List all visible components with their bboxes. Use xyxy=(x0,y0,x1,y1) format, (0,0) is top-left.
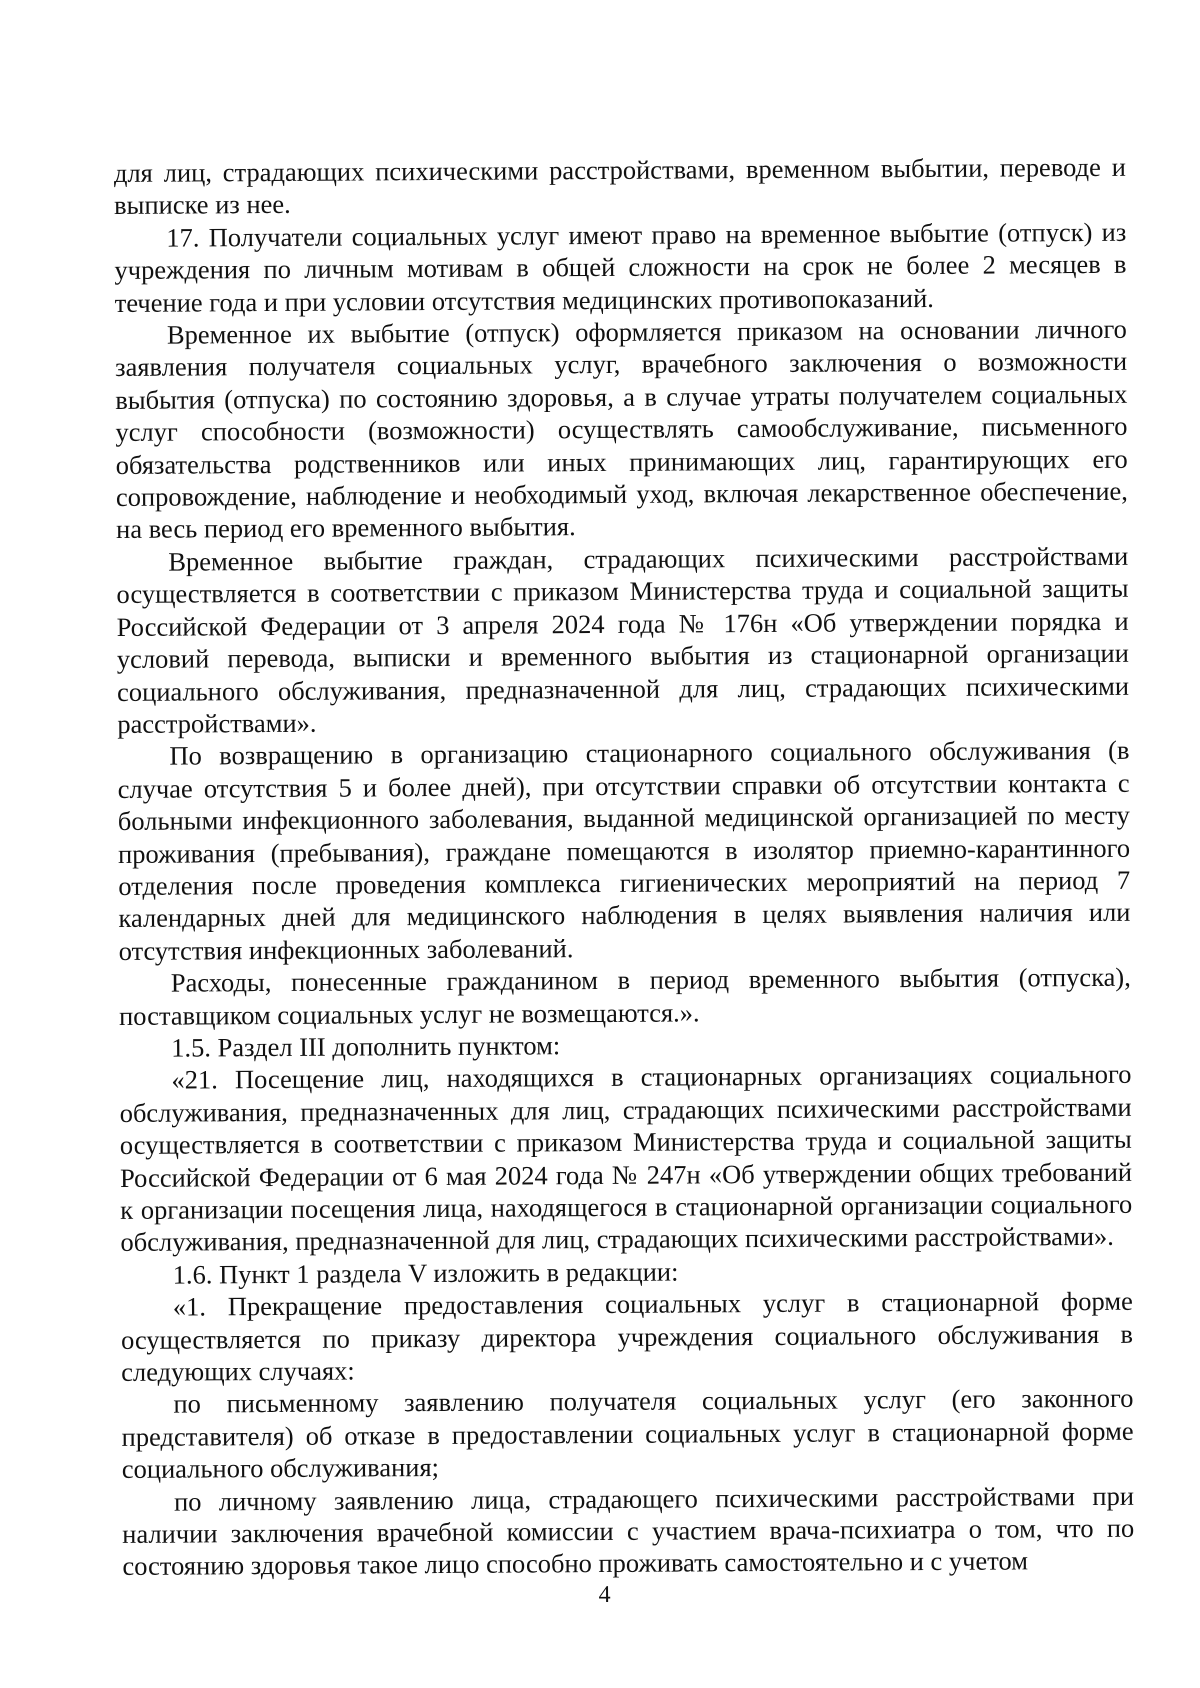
paragraph-continuation: для лиц, страдающих психическими расстройствами, временном выбытии, переводе и выписке из нее. xyxy=(113,151,1126,221)
paragraph-personal-request: по личному заявлению лица, страдающего психическими расстройствами при наличии заключения врачебной комиссии с участием врача-психиатра о том, что по состоянию здоровья такое лицо способно проживать самостоятельно и с учетом xyxy=(122,1480,1135,1582)
paragraph-item-21: «21. Посещение лиц, находящихся в стационарных организациях социального обслуживания, предназначенных для лиц, страдающих психическими расстройствами осуществляется в соответствии с приказом Министерства труда и социальной защиты Российской Федерации от 6 мая 2024 года № 247н «Об утверждении общих требований к организации посещения лица, находящегося в стационарной организации социального обслуживания, предназначенной для лиц, страдающих психическими расстройствами». xyxy=(119,1059,1133,1258)
page-number: 4 xyxy=(598,1581,611,1609)
document-body xyxy=(114,151,1135,1583)
paragraph-return-quarantine: По возвращению в организацию стационарного социального обслуживания (в случае отсутствия 5 и более дней), при отсутствии справки об отсутствии контакта с больными инфекционного заболевания, выданной медицинской организацией по месту проживания (пребывания), граждане помещаются в изолятор приемно-карантинного отделения после проведения комплекса гигиенических мероприятий на период 7 календарных дней для медицинского наблюдения в целях выявления наличия или отсутствия инфекционных заболеваний. xyxy=(117,735,1131,966)
paragraph-item-1-5: 1.5. Раздел III дополнить пунктом: xyxy=(171,1030,561,1063)
paragraph-written-request: по письменному заявлению получателя социальных услуг (его законного представителя) об отказе в предоставлении социальных услуг в стационарной форме социального обслуживания; xyxy=(121,1383,1134,1485)
paragraph-item-17: 17. Получатели социальных услуг имеют право на временное выбытие (отпуск) из учреждения по личным мотивам в общей сложности на срок не более 2 месяцев в течение года и при условии отсутствия медицинских противопоказаний. xyxy=(114,216,1127,318)
paragraph-item-1-6: 1.6. Пункт 1 раздела V изложить в редакции: xyxy=(172,1256,679,1290)
paragraph-expenses: Расходы, понесенные гражданином в период временного выбытия (отпуска), поставщиком социальных услуг не возмещаются.». xyxy=(118,961,1131,1031)
paragraph-termination: «1. Прекращение предоставления социальных услуг в стационарной форме осуществляется по приказу директора учреждения социального обслуживания в следующих случаях: xyxy=(120,1285,1134,1387)
paragraph-leave-registration: Временное их выбытие (отпуск) оформляется приказом на основании личного заявления получателя социальных услуг, врачебного заключения о возможности выбытия (отпуска) по состоянию здоровья, а в случае утраты получателем социальных услуг способности (возможности) осуществлять самообслуживание, письменного обязательства родственников или иных принимающих лиц, гарантирующих его сопровождение, наблюдение и необходимый уход, включая лекарственное обеспечение, на весь период его временного выбытия. xyxy=(115,313,1128,545)
paragraph-leave-order-176n: Временное выбытие граждан, страдающих психическими расстройствами осуществляется в соответствии с приказом Министерства труда и социальной защиты Российской Федерации от 3 апреля 2024 года № 176н «Об утверждении порядка и условий перевода, выписки и временного выбытия из стационарной организации социального обслуживания, предназначенной для лиц, страдающих психическими расстройствами». xyxy=(116,540,1130,739)
